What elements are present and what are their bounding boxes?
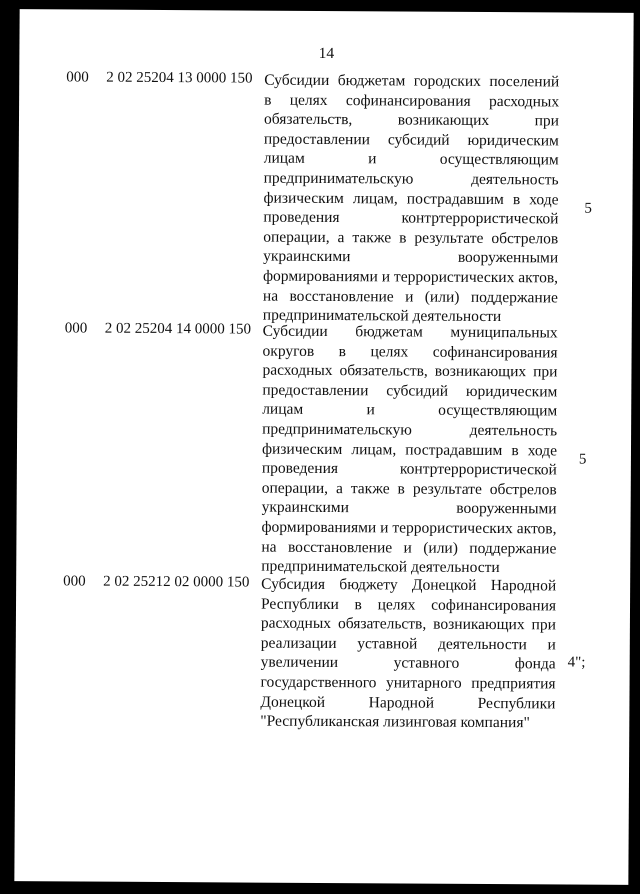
description-line: Республики в целях софинансирования	[260, 595, 557, 615]
description-line: расходных обязательств, возникающих при	[260, 614, 556, 634]
description-line: лицам и осуществляющим	[262, 400, 558, 420]
description-line: предоставлении субсидий юридическим	[262, 381, 558, 401]
table-row	[19, 69, 633, 326]
description-line: предпринимательской деятельности	[261, 557, 500, 577]
admin-code: 000	[64, 320, 88, 337]
admin-code: 000	[63, 573, 86, 590]
admin-code: 000	[66, 69, 89, 86]
description-line: увеличении уставного фонда	[260, 653, 556, 673]
kbk-code: 2 02 25212 02 0000 150	[103, 573, 250, 591]
description-line: формированиями и террористических актов,	[261, 518, 557, 538]
row-description	[260, 575, 556, 734]
row-description	[261, 322, 558, 579]
description-line: расходных обязательств, возникающих при	[262, 361, 558, 381]
description-line: проведения контртеррористической	[263, 208, 559, 228]
row-description	[263, 71, 560, 328]
description-line: предпринимательскую деятельность	[263, 169, 559, 189]
description-line: государственного унитарного предприятия	[260, 673, 556, 693]
description-line: реализации уставной деятельности и	[260, 634, 556, 654]
description-line: формированиями и террористических актов,	[262, 267, 559, 287]
description-line: операции, а также в результате обстрелов	[263, 228, 559, 248]
description-line: Субсидия бюджету Донецкой Народной	[261, 575, 557, 595]
description-line: Субсидии бюджетам городских поселений	[264, 71, 560, 91]
document-page	[14, 9, 633, 885]
description-line: украинскими вооруженными	[263, 247, 559, 267]
kbk-code: 2 02 25204 14 0000 150	[104, 320, 252, 338]
amount-value: 5	[584, 200, 593, 217]
description-line: округов в целях софинансирования	[262, 342, 558, 362]
description-line: лицам и осуществляющим	[263, 150, 559, 169]
description-line: обязательств, возникающих при	[263, 110, 560, 130]
description-line: предпринимательскую деятельность	[262, 420, 558, 440]
description-line: на восстановление и (или) поддержание	[262, 287, 558, 306]
description-line: в целях софинансирования расходных	[264, 91, 560, 111]
description-line: украинскими вооруженными	[261, 498, 557, 518]
description-line: на восстановление и (или) поддержание	[261, 538, 557, 557]
amount-value: 4";	[567, 654, 586, 671]
amount-value: 5	[578, 451, 587, 468]
description-line: Субсидии бюджетам муниципальных	[262, 322, 558, 342]
description-line: физическим лицам, пострадавшим в ходе	[263, 189, 559, 208]
page-number: 14	[318, 44, 335, 63]
kbk-code: 2 02 25204 13 0000 150	[106, 69, 253, 87]
description-line: физическим лицам, пострадавшим в ходе	[261, 440, 558, 459]
description-line: "Республиканская лизинговая компания"	[260, 712, 530, 732]
description-line: предоставлении субсидий юридическим	[263, 130, 559, 150]
description-line: Донецкой Народной Республики	[260, 693, 556, 712]
description-line: предпринимательской деятельности	[262, 306, 502, 326]
description-line: операции, а также в результате обстрелов	[261, 479, 557, 499]
description-line: проведения контртеррористической	[261, 459, 557, 479]
